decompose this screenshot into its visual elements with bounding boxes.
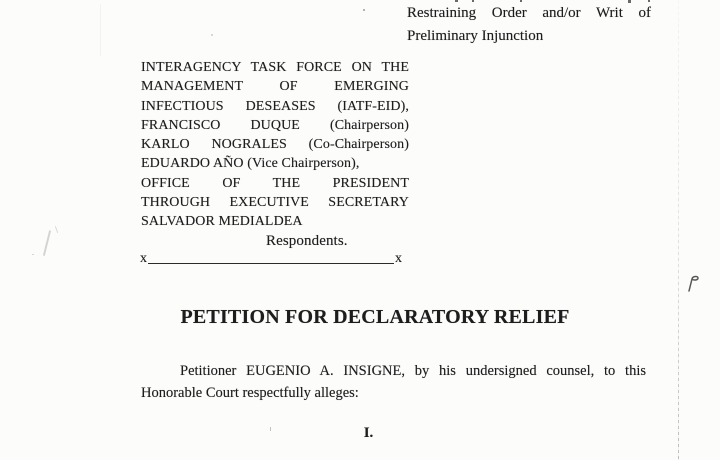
case-separator-right-x: x: [395, 251, 402, 266]
cutoff-text-fragment: [628, 0, 631, 3]
text-line: Petitioner EUGENIO A. INSIGNE, by his undersigned counsel, to this: [180, 363, 646, 379]
ink-mark-icon: [687, 274, 701, 294]
text-line: FRANCISCO DUQUE (Chairperson): [141, 117, 409, 133]
cutoff-text-fragment: [472, 0, 474, 2]
case-separator: [140, 251, 402, 266]
pencil-mark: [43, 230, 51, 256]
respondents-label: Respondents.: [266, 232, 348, 249]
scan-speck: [211, 34, 213, 36]
text-line: Honorable Court respectfully alleges:: [141, 385, 359, 401]
text-line: INTERAGENCY TASK FORCE ON THE: [141, 60, 409, 75]
text-line: Preliminary Injunction: [407, 27, 544, 44]
case-separator-rule: [148, 263, 394, 264]
opening-paragraph: [141, 360, 646, 404]
upper-right-caption: [407, 2, 651, 47]
page-title: PETITION FOR DECLARATORY RELIEF: [180, 306, 570, 328]
text-line: SALVADOR MEDIALDEA: [141, 214, 303, 230]
section-numeral: I.: [363, 425, 374, 441]
text-line: THROUGH EXECUTIVE SECRETARY: [141, 195, 409, 211]
scan-speck: [270, 427, 271, 431]
text-line: EDUARDO AÑO (Vice Chairperson),: [141, 156, 360, 172]
cutoff-text-fragment: [520, 0, 522, 2]
text-line: Restraining Order and/or Writ of: [407, 5, 651, 21]
scan-speck: [363, 9, 365, 11]
scan-fold-line: [678, 0, 679, 460]
text-line: INFECTIOUS DESEASES (IATF-EID),: [141, 98, 409, 114]
pencil-mark-small: [55, 226, 58, 233]
case-separator-left-x: x: [140, 251, 147, 266]
cutoff-text-fragment: [648, 0, 650, 2]
respondents-lines: [141, 58, 409, 232]
scan-scratch: [100, 4, 101, 56]
text-line: KARLO NOGRALES (Co-Chairperson): [141, 137, 409, 153]
text-line: OFFICE OF THE PRESIDENT: [141, 175, 409, 191]
respondents-block: [141, 58, 409, 251]
text-line: MANAGEMENT OF EMERGING: [141, 79, 409, 95]
scan-speck: [32, 254, 34, 255]
cutoff-text-fragment: [455, 0, 458, 2]
